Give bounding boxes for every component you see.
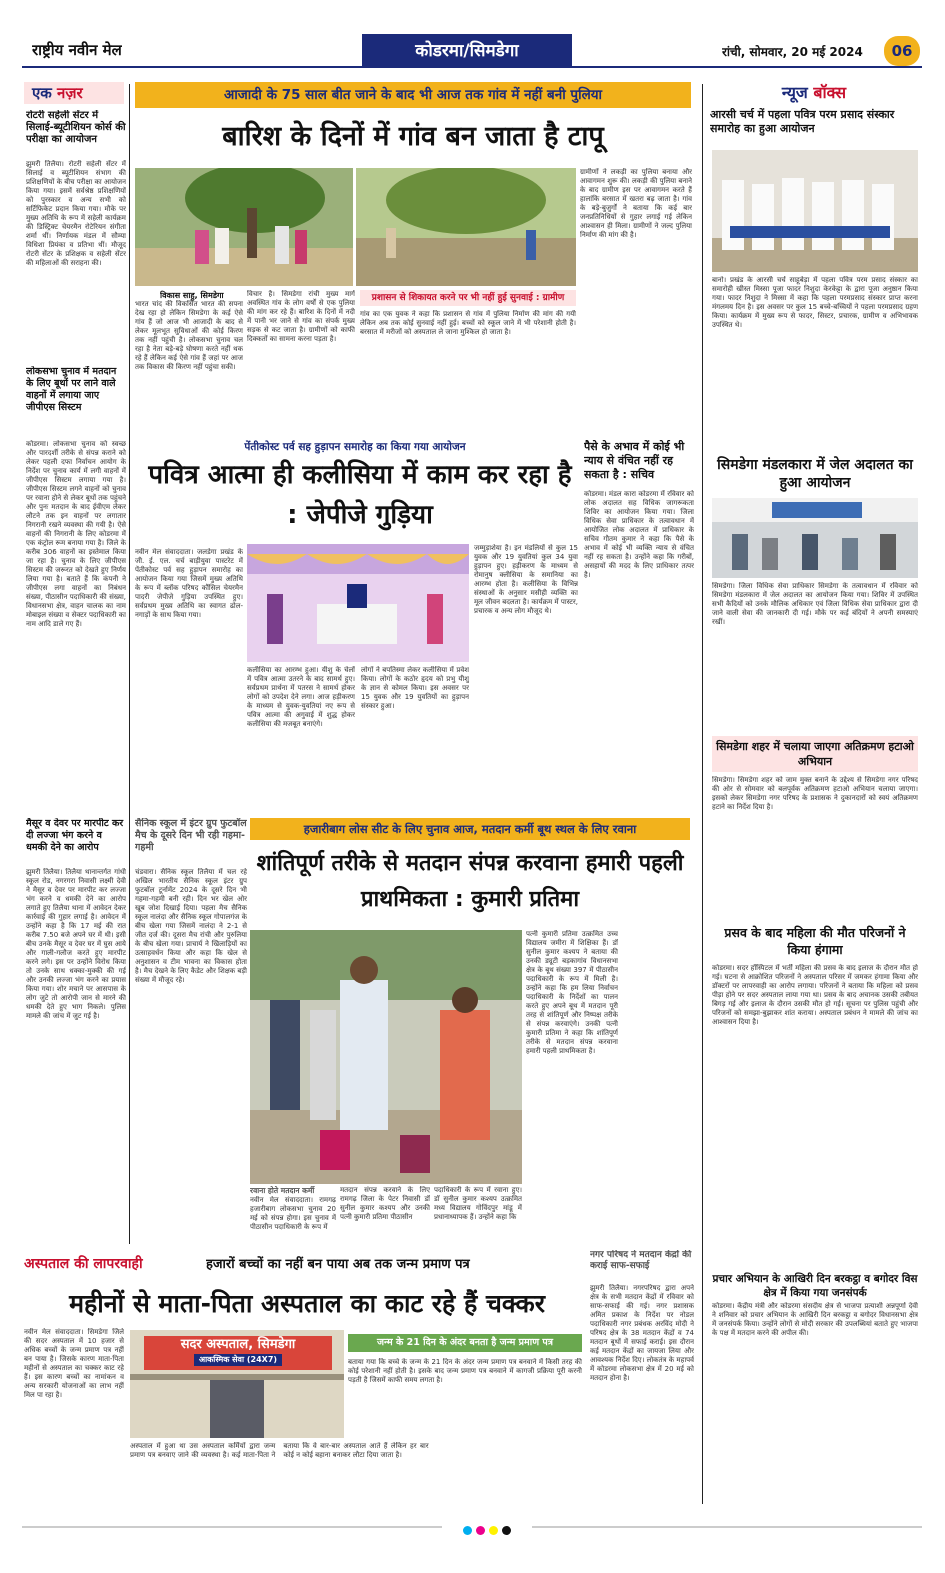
top-story-headline: बारिश के दिनों में गांव बन जाता है टापू: [222, 121, 604, 152]
right-headline-1: आरसी चर्च में पहला पवित्र परम प्रसाद संस्कार समारोह का हुआ आयोजन: [710, 108, 895, 135]
page-number: 06: [891, 42, 913, 60]
communion-photo: [712, 150, 918, 272]
hospital-tag-box: [24, 1252, 192, 1276]
hospital-body-3: अस्पताल में हुआ था उस अस्पताल कर्मियों द्वारा जन्म प्रमाण पत्र बनवाए जाने की व्यवस्था है। कई माता-पिता ने बताया कि वे बार-बार अस्पताल आते हैं लेकिन हर बार कोई न कोई बहाना बनाकर लौटा दिया जाता है।: [130, 1442, 429, 1459]
hospital-sign-line-1: सदर अस्पताल, सिमडेगा: [180, 1337, 296, 1352]
hospital-building-door: [210, 1380, 264, 1438]
sainik-headline: सैनिक स्कूल में इंटर ग्रुप फुटबॉल मैच के दूसरे दिन भी रही गहमा-गहमी: [135, 818, 247, 853]
cyan-dot-icon: [463, 1526, 472, 1535]
column-rule-right: [702, 84, 703, 1504]
election-body-4: पत्नी कुमारी प्रतिमा उत्क्रमित उच्च विद्यालय जमीरा में शिक्षिका हैं। डॉ सुनील कुमार कश्यप ने बताया की उनकी ड्यूटी बड़कागांव विधानसभा क्षेत्र के बूथ संख्या 397 में पीठासीन पदाधिकारी के रूप में मिली है। उन्होंने कहा कि हम लिया निर्वाचन पदाधिकारी के निर्देशों का पालन करते हुए अपने बूथ में मतदान पूरी तरह से शांतिपूर्ण और निष्पक्ष तरीके से संपन्न करवाएंगे। उनकी पत्नी कुमारी प्रतिमा ने कहा कि शांतिपूर्ण तरीके से मतदान संपन्न करवाना हमारी पहली प्राथमिकता है।: [526, 930, 618, 1055]
church-photo: [247, 544, 469, 662]
right-body-3: सिमडेगा। सिमडेगा शहर को जाम मुक्त बनाने के उद्देश्य से सिमडेगा नगर परिषद की ओर से सोमवार को बलपूर्वक अतिक्रमण हटाओ अभियान चलाया जाएगा। इसको लेकर सिमडेगा नगर परिषद के प्रशासक ने दुकानदारों को स्वयं अतिक्रमण हटाने का निर्देश दिया है।: [712, 776, 918, 811]
flood-photo-left: [135, 168, 353, 286]
left-headline-1: रोटरी सहेली सेंटर में सिलाई-ब्यूटीशियन कोर्स की परीक्षा का आयोजन: [26, 110, 126, 145]
ek-nazar-label-a: एक: [32, 84, 58, 102]
right-headline-5: प्रचार अभियान के आखिरी दिन बरकट्ठा व बगोदर विस क्षेत्र में किया गया जनसंपर्क: [712, 1273, 918, 1299]
news-box-label-b: बॉक्स: [813, 83, 847, 102]
ek-nazar-tag: [24, 82, 124, 104]
hospital-building-wall: [130, 1374, 344, 1380]
election-body-2: मतदान संपन्न करवाने के लिए रामगढ़ जिला के पेटर निवासी डॉ सुनील कुमार कश्यप और उनकी पत्नी कुमारी प्रतिमा पीठासीन: [340, 1186, 430, 1221]
section-title: कोडरमा/सिमडेगा: [415, 41, 519, 61]
right-headline-4: प्रसव के बाद महिला की मौत परिजनों ने किया हंगामा: [724, 925, 906, 957]
section-banner: [362, 34, 572, 68]
ek-nazar-label-b: नज़र: [57, 84, 83, 102]
dateline: रांची, सोमवार, 20 मई 2024: [722, 45, 863, 59]
left-headline-3: मैसूर व देवर पर मारपीट कर दी लज्जा भंग करने व धमकी देने का आरोप: [26, 818, 124, 853]
pentecost-body-4: जम्मुड़ाशेया है। इन मंडलियों से कुल 15 युवक और 19 युवतियां कुल 34 युवा हुड़ापन हुए। हड़ीकरण के माध्यम से रोमानुष क्लीसिया के समानिया का आरम्भ होता है। कलीसिया के विभिन्न संस्थाओं के अनुसार मसीही व्यक्ति का मूल जीवन बदलता है। कार्यक्रम में पास्टर, प्रचारक व अन्य लोग मौजूद थे।: [474, 544, 578, 615]
right-body-2: सिमडेगा। जिला विधिक सेवा प्राधिकार सिमडेगा के तत्वावधान में रविवार को सिमडेगा मंडलकारा में जेल अदालत का आयोजन किया गया। शिविर में उपस्थित सभी कैदियों को उनके मौलिक अधिकार एवं जिला विधिक सेवा प्राधिकार द्वारा दी जाने वाली सेवा की जानकारी दी गई। मौके पर कई बंदियों ने अपनी समस्याएं रखीं।: [712, 582, 918, 626]
hospital-headline: महीनों से माता-पिता अस्पताल का काट रहे हैं चक्कर: [69, 1289, 545, 1318]
hospital-sign-board: [144, 1336, 332, 1370]
top-story-subkicker: प्रशासन से शिकायत करने पर भी नहीं हुई सुनवाई : ग्रामीण: [371, 293, 565, 303]
election-kicker: हजारीबाग लोस सीट के लिए चुनाव आज, मतदान कर्मी बूथ स्थल के लिए रवाना: [250, 818, 690, 840]
masthead-title: राष्ट्रीय नवीन मेल: [32, 41, 122, 59]
masthead-bar: [22, 34, 922, 68]
hospital-sign-line-2: आकस्मिक सेवा (24X7): [194, 1354, 282, 1366]
left-body-2: कोडरमा। लोकसभा चुनाव को स्वच्छ और पारदर्शी तरीके से संपन्न कराने को लेकर पहली दफा निर्वाचन आयोग के निर्देश पर चुनाव कार्य में लगी वाहनों में जीपीएस सिस्टम लगाया गया है। जीपीएस सिस्टम लगने वाहनों को चुनाव पर रवाना होने से लेकर बूथों तक पहुंचने और पुनः मतदान के बाद ईवीएम लेकर लौटने तक इन वाहनों पर लगातार निगरानी रखने व्यवस्था की गयी है। ऐसे वाहनों की निगरानी के लिए कोडरमा में एक कंट्रोल रूम बनाया गया है। जिले के करीब 306 वाहनों का इस्तेमाल किया जा रहा है। चुनाव के लिए जीपीएस सिस्टम की जरूरत को देखते हुए निर्णय लिया गया है। बताते हैं कि कंपनी ने जीपीएस लगा वाहनों का निबंधन संख्या, पीठासीन पदाधिकारी की संख्या, विधानसभा क्षेत्र, वाहन चालक का नाम मोबाइल संख्या व सेक्टर पदाधिकारी का नाम आदि डाले गए हैं।: [26, 440, 126, 628]
top-story-subkicker-box: [360, 290, 576, 306]
top-story-body-2: विचार है। सिमडेगा रांची मुख्य मार्ग अवस्थित गांव के लोग वर्षों से एक पुलिया की मांग कर रहे हैं। बारिश के दिनों में नदी में पानी भर जाने से गांव का संपर्क मुख्य सड़क से कट जाता है। ग्रामीणों को काफी दिक्कतों का सामना करना पड़ता है।: [247, 290, 355, 343]
black-dot-icon: [502, 1526, 511, 1535]
left-body-1: झुमरी तिलैया। रोटरी सहेली सेंटर में सिलाई व ब्यूटीशियन संभाग की प्रशिक्षणियों के बीच परीक्षा का आयोजन किया गया। इसमें सर्वश्रेष्ठ प्रशिक्षणियों को पुरस्कार व अन्य सभी को सर्टिफिकेट प्रदान किया गया। मौके पर मुख्य अतिथि के रूप में सहेली कार्यक्रम की डिस्ट्रिक्ट चेयरमैन रोटेरियन संगीता शर्मा थीं। निर्णायक मंडल में सौम्या विधिशा प्रियंका व प्रतिभा थीं। मौजूद रोटरी सेंटर के प्रशिक्षक व सहेली सेंटर की महिलाओं की सराहना की।: [26, 160, 126, 267]
jail-court-photo: [712, 498, 918, 578]
right-body-1: बानो। प्रखंड के आरसी चर्च साहूबेड़ा में पहला पवित्र परम प्रसाद संस्कार का समारोही खीस्त मिस्सा पूजा फादर निशुदा केरकेट्टा के द्वारा पूजा अनुष्ठान किया गया। फादर निशुदा ने मिस्सा में कहा कि पहला परमप्रसाद संस्कार प्राप्त करना मंगलमय दिन है। इस अवसर पर कुल 15 बच्चे-बच्चियों ने पहला परमप्रसाद ग्रहण किया। कार्यक्रम में मुख्य रूप से फादर, सिस्टर, प्रचारक, ग्रामीण व अभिभावक उपस्थित थे।: [712, 276, 918, 329]
top-story-kicker: आजादी के 75 साल बीत जाने के बाद भी आज तक गांव में नहीं बनी पुलिया: [135, 82, 691, 108]
top-story-body-1: भारत चांद की विकसित भारत की सपना देख रहा हो लेकिन सिमडेगा के कई ऐसे गांव हैं जो आज भी आजादी के बाद से लेकर मूलभूत सुविधाओं की कोई किरण तक नहीं पहुंची है। लोकसभा चुनाव चल रहा है नेता बड़े-बड़े घोषणा करते नहीं थक रहे हैं लेकिन कई ऐसे गांव हैं जहां पर आज तक विकास की किरण नहीं पहुंचा सकी।: [135, 300, 243, 371]
magenta-dot-icon: [476, 1526, 485, 1535]
top-story-body-3: गांव का एक युवक ने कहा कि प्रशासन से गांव में पुलिया निर्माण की मांग की गयी लेकिन अब तक कोई सुनवाई नहीं हुई। बच्चों को स्कूल जाने में भी परेशानी होती है। बरसात में मरीजों को अस्पताल ले जाना मुश्किल हो जाता है।: [360, 310, 576, 336]
pentecost-body-2: कलीसिया का आरम्भ हुआ। यीशु के चेलों में पवित्र आत्मा उतरने के बाद सामर्थ हुए। सर्वप्रथम प्रार्थना में पतरस ने सामर्थ होकर लोगों को उपदेश देने लगा। आज हड़ीकरण के माध्यम से युवक-युवतियां नए रूप से पवित्र आत्मा की अगुवाई में शुद्ध होकर कलीसिया की मजबूत बनाएंगे।: [247, 666, 355, 728]
page-number-badge: [884, 36, 920, 66]
right-body-4: कोडरमा। सदर हॉस्पिटल में भर्ती महिला की प्रसव के बाद इलाज के दौरान मौत हो गई। घटना से आक्रोशित परिजनों ने अस्पताल परिसर में जमकर हंगामा किया और डॉक्टरों पर लापरवाही का आरोप लगाया। परिजनों ने बताया कि महिला को प्रसव पीड़ा होने पर सदर अस्पताल लाया गया था। प्रसव के बाद अचानक उसकी तबीयत बिगड़ गई और इलाज के दौरान उसकी मौत हो गई। सूचना पर पुलिस पहुंची और परिजनों को समझा-बुझाकर शांत कराया। अस्पताल प्रबंधन ने मामले की जांच का आश्वासन दिया है।: [712, 964, 918, 1026]
top-story-photo-caption: विकास साहु, सिमडेगा: [160, 291, 224, 300]
hospital-tag: अस्पताल की लापरवाही: [24, 1256, 143, 1272]
column-rule-left: [129, 84, 130, 1244]
top-story-body-4: ग्रामीणों ने लकड़ी का पुलिया बनाया और आवागमन शुरू की। लकड़ी की पुलिया बनाने के बाद ग्रामीण इस पर आवागमन करते हैं हालांकि बरसात में खतरा बढ़ जाता है। गांव के बड़े-बुजुर्गों ने बताया कि कई बार जनप्रतिनिधियों से गुहार लगाई गई लेकिन आश्वासन ही मिला। ग्रामीणों ने जल्द पुलिया निर्माण की मांग की है।: [580, 168, 692, 239]
right-headline-3-box: [712, 736, 918, 772]
left-headline-2: लोकसभा चुनाव में मतदान के लिए बूथों पर लाने वाले वाहनों में लगाया जाए जीपीएस सिस्टम: [26, 366, 117, 413]
election-photo-caption: रवाना होते मतदान कर्मी: [250, 1186, 315, 1195]
nyaya-body: कोडरमा। मंडल कारा कोडरमा में रविवार को लोक अदालत सह विधिक जागरूकता शिविर का आयोजन किया गया। जिला विधिक सेवा प्राधिकार के तत्वावधान में आयोजित लोक अदालत में प्राधिकार के सचिव गौतम कुमार ने कहा कि पैसे के अभाव में कोई भी व्यक्ति न्याय से वंचित नहीं रह सकता है। उन्होंने कहा कि गरीबों, असहायों की मदद के लिए प्राधिकार तत्पर है।: [584, 490, 694, 579]
right-body-5: कोडरमा। केंद्रीय मंत्री और कोडरमा संसदीय क्षेत्र से भाजपा प्रत्याशी अन्नपूर्णा देवी ने शनिवार को प्रचार अभियान के आखिरी दिन बरकट्ठा व बगोदर विधानसभा क्षेत्र में जनसंपर्क किया। उन्होंने लोगों से मोदी सरकार की उपलब्धियां बताते हुए भाजपा के पक्ष में मतदान करने की अपील की।: [712, 1302, 918, 1337]
news-box-tag: [708, 82, 920, 104]
hospital-body-2: बताया गया कि बच्चे के जन्म के 21 दिन के अंदर जन्म प्रमाण पत्र बनवाने में किसी तरह की कोई परेशानी नहीं होती है। इसके बाद जन्म प्रमाण पत्र बनवाने में कागजी प्रक्रिया पूरी करनी पड़ती है जिसमें काफी समय लगता है।: [348, 1358, 582, 1384]
election-body-3: पदाधिकारी के रूप में रवाना हुए। डॉ सुनील कुमार कश्यप उत्क्रमित मध्य विद्यालय गोविंदपुर मांडू में प्रधानाध्यापक हैं। उन्होंने कहा कि: [434, 1186, 522, 1221]
hospital-green-kicker: जन्म के 21 दिन के अंदर बनता है जन्म प्रमाण पत्र: [348, 1334, 582, 1352]
hospital-sign-photo: [130, 1330, 344, 1438]
footer-registration-bar: [22, 1520, 922, 1534]
yellow-dot-icon: [489, 1526, 498, 1535]
flood-photo-right: [356, 168, 576, 286]
hospital-kicker: हजारों बच्चों का नहीं बन पाया अब तक जन्म प्रमाण पत्र: [206, 1257, 470, 1272]
hospital-body-1: नवीन मेल संवाददाता। सिमडेगा जिले की सदर अस्पताल में 10 हजार से अधिक बच्चों के जन्म प्रमाण पत्र नहीं बन पाया है। जिसके कारण माता-पिता महीनों से अस्पताल का चक्कर काट रहे हैं। इस कारण बच्चों का नामांकन व अन्य सरकारी योजनाओं का लाभ नहीं मिल पा रहा है।: [24, 1328, 124, 1399]
registration-marks: [442, 1520, 532, 1534]
sainik-body: चंडवारा। सैनिक स्कूल तिलैया में चल रहे अखिल भारतीय सैनिक स्कूल इंटर ग्रुप फुटबॉल टूर्नामेंट 2024 के दूसरे दिन भी गहमा-गहमी बनी रही। दिन भर खेल ओर खूब जोश दिखाई दिया। पहला मैच सैनिक स्कूल नालंदा और सैनिक स्कूल गोपालगंज के बीच खेला गया जिसमें नालंदा ने 2-1 से जीत दर्ज की। दूसरा मैच रांची और पुरुलिया के बीच खेला गया। प्राचार्य ने खिलाड़ियों का उत्साहवर्धन किया और कहा कि खेल से अनुशासन व टीम भावना का विकास होता है। मैच देखने के लिए कैडेट और शिक्षक बड़ी संख्या में मौजूद रहे।: [135, 868, 247, 984]
nyaya-headline: पैसे के अभाव में कोई भी न्याय से वंचित नहीं रह सकता है : सचिव: [584, 440, 685, 481]
pentecost-body-3: लोगों ने बपतिस्मा लेकर कलीसिया में प्रवेश किया। लोगों के कठोर हृदय को प्रभु यीशु के ज्ञान से कोमल किया। इस अवसर पर 15 युवक और 19 युवतियों का हुड़ापन संस्कार हुआ।: [361, 666, 469, 710]
news-box-label-a: न्यूज: [781, 83, 814, 102]
pentecost-headline: पवित्र आत्मा ही कलीसिया में काम कर रहा है : जेपीजे गुड़िया: [148, 460, 572, 530]
right-headline-2: सिमडेगा मंडलकारा में जेल अदालत का हुआ आयोजन: [717, 457, 913, 491]
nagar-parishad-body: झुमरी तिलैया। नगरपरिषद द्वारा अपने क्षेत्र के सभी मतदान केंद्रों में रविवार को साफ-सफाई की गई। नगर प्रशासक अमित प्रकाश के निर्देश पर नोडल पदाधिकारी नगर प्रबंधक अरविंद मोदी ने परिषद क्षेत्र के 38 मतदान केंद्रों व 74 मतदान बूथों में सफाई कराई। इस दौरान कई मतदान केंद्रों का जायजा लिया और आवश्यक निर्देश दिए। लोकतंत्र के महापर्व में कोडरमा लोकसभा क्षेत्र में 20 मई को मतदान होना है।: [590, 1284, 694, 1382]
election-body-1: नवीन मेल संवाददाता। रामगढ़ हजारीबाग लोकसभा चुनाव 20 मई को संपन्न होगा। इस चुनाव में पीठासीन पदाधिकारी के रूप में: [250, 1196, 336, 1231]
pentecost-kicker: पेंतीकोस्ट पर्व सह हुड़ापन समारोह का किया गया आयोजन: [244, 441, 466, 453]
nagar-parishad-headline: नगर परिषद ने मतदान केंद्रों की कराई साफ-सफाई: [590, 1250, 692, 1271]
election-headline: शांतिपूर्ण तरीके से मतदान संपन्न करवाना हमारी पहली प्राथमिकता : कुमारी प्रतिमा: [256, 851, 684, 912]
pentecost-body-1: नवीन मेल संवाददाता। जलडेगा प्रखंड के जी. ई. एल. चर्च बाड़ीयुवा पास्टरेट में पेंतीकोस्ट पर्व सह हुड़ापन समारोह का आयोजन किया गया जिसमें मुख्य अतिथि के रूप में ब्लॉक परिषद कौंसिल चेयरमैन पादरी जेपीजे गुड़िया उपस्थित हुए। सर्वप्रथम मुख्य अतिथि का स्वागत ढोल-नगाड़ों के साथ किया गया।: [135, 548, 243, 619]
polling-staff-photo: [250, 930, 522, 1184]
left-body-3: झुमरी तिलैया। तिलैया थानान्तर्गत गांधी स्कूल रोड, नगरगरा निवासी लक्ष्मी देवी ने मैसूर व देवर पर मारपीट कर लज्जा भंग करने व धमकी देने का आरोप लगाते हुए तिलैया थाना में आवेदन देकर कार्रवाई की गुहार लगाई है। आवेदन में उन्होंने कहा है कि 17 मई की रात करीब 7.50 बजे अपने घर में थी। इसी बीच उनके मैसूर व देवर घर में घुस आये और गाली-गलौज करते हुए मारपीट करने लगे। इस पर उन्होंने विरोध किया तो उनके साथ धक्का-मुक्की की गई और उनकी लज्जा भंग करने का प्रयास किया गया। शोर मचाने पर आसपास के लोग जुटे तो आरोपी जान से मारने की धमकी देते हुए भाग निकले। पुलिस मामले की जांच में जुट गई है।: [26, 868, 126, 1020]
right-headline-3: सिमडेगा शहर में चलाया जाएगा अतिक्रमण हटाओ अभियान: [716, 740, 914, 768]
